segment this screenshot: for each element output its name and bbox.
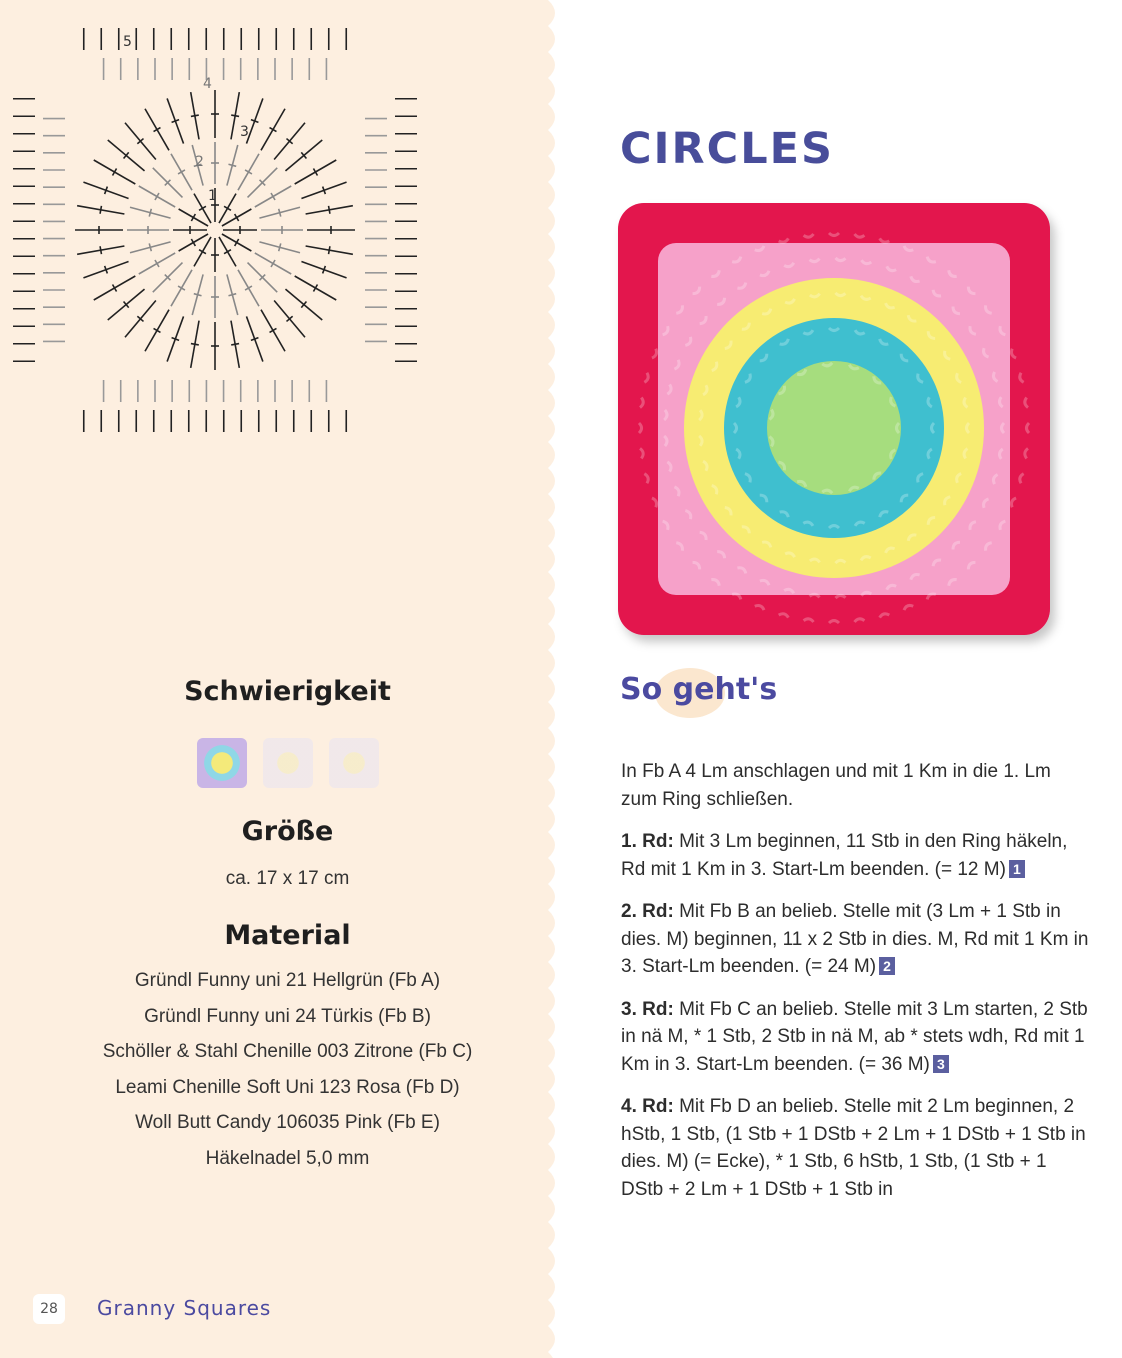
howto-heading: So geht's xyxy=(620,672,778,707)
chart-round-label: 1 xyxy=(208,188,217,204)
material-item: Gründl Funny uni 21 Hellgrün (Fb A) xyxy=(134,970,441,991)
material-item: Woll Butt Candy 106035 Pink (Fb E) xyxy=(135,1112,440,1133)
difficulty-heading: Schwierigkeit xyxy=(184,676,391,707)
material-item: Leami Chenille Soft Uni 123 Rosa (Fb D) xyxy=(115,1076,460,1098)
material-heading: Material xyxy=(224,920,351,951)
difficulty-square-inactive xyxy=(263,738,313,788)
chart-stitch xyxy=(194,294,202,296)
page-number: 28 xyxy=(33,1294,65,1324)
chart-stitch xyxy=(279,209,281,217)
material-item: Gründl Funny uni 24 Türkis (Fb B) xyxy=(144,1005,431,1027)
material-item: Häkelnadel 5,0 mm xyxy=(205,1147,370,1169)
chart-ref-badge: 3 xyxy=(933,1055,949,1073)
instruction-intro: In Fb A 4 Lm anschlagen und mit 1 Km in die 1. Lm zum Ring schließen. xyxy=(621,761,1051,810)
instructions xyxy=(621,758,1091,1218)
chart-stitch xyxy=(191,344,199,345)
chart-stitch xyxy=(228,164,236,166)
crochet-chart xyxy=(0,0,440,445)
chart-stitch xyxy=(100,246,101,254)
chart-stitch xyxy=(231,344,239,345)
chart-round-label: 2 xyxy=(195,154,204,170)
difficulty-square-inactive xyxy=(329,738,379,788)
instruction-round: 1. Rd: Mit 3 Lm beginnen, 11 Stb in den Ring häkeln, Rd mit 1 Km in 3. Start-Lm beenden. (= 12 M) 1 xyxy=(621,831,1068,880)
instruction-round: 4. Rd: Mit Fb D an belieb. Stelle mit 2 Lm beginnen, 2 hStb, 1 Stb, (1 Stb + 1 DStb + 2 Lm + 1 DStb + 1 Stb in dies. M) (= Ecke), * 1 Stb, 6 hStb, 1 Stb, (1 Stb + 1 DStb + 2 Lm + 1 DStb + 1 Stb in xyxy=(621,1096,1086,1200)
chart-stitch xyxy=(191,115,199,116)
page-title: CIRCLES xyxy=(620,124,834,174)
chart-stitch xyxy=(149,243,151,251)
chart-stitch xyxy=(329,206,330,214)
left-panel xyxy=(0,0,560,1358)
chart-stitch xyxy=(149,209,151,217)
difficulty-rating xyxy=(197,738,379,788)
chart-round-label: 3 xyxy=(240,124,249,140)
instruction-round: 3. Rd: Mit Fb C an belieb. Stelle mit 3 Lm starten, 2 Stb in nä M, * 1 Stb, 2 Stb in nä M, ab * stets wdh, Rd mit 1 Km in 3. Start-Lm beenden. (= 36 M) 3 xyxy=(621,998,1088,1075)
chart-ref-badge: 1 xyxy=(1009,860,1025,878)
chart-stitch xyxy=(329,246,330,254)
chart-round-label: 4 xyxy=(203,76,212,92)
chart-stitch xyxy=(228,294,236,296)
instruction-round: 2. Rd: Mit Fb B an belieb. Stelle mit (3 Lm + 1 Stb in dies. M) beginnen, 11 x 2 Stb in dies. M, Rd mit 1 Km in 3. Start-Lm beenden. (= 24 M) 2 xyxy=(621,901,1089,977)
chart-round-label: 5 xyxy=(123,34,132,50)
granny-square-photo xyxy=(610,195,1065,655)
running-title: Granny Squares xyxy=(97,1296,272,1320)
material-item: Schöller & Stahl Chenille 003 Zitrone (Fb C) xyxy=(102,1041,473,1062)
size-value: ca. 17 x 17 cm xyxy=(225,868,350,889)
material-list xyxy=(0,963,575,1176)
size-heading: Größe xyxy=(241,816,334,847)
difficulty-square-active xyxy=(197,738,247,788)
chart-stitch xyxy=(279,243,281,251)
chart-stitch xyxy=(100,206,101,214)
chart-stitch xyxy=(231,115,239,116)
chart-ref-badge: 2 xyxy=(879,957,895,975)
